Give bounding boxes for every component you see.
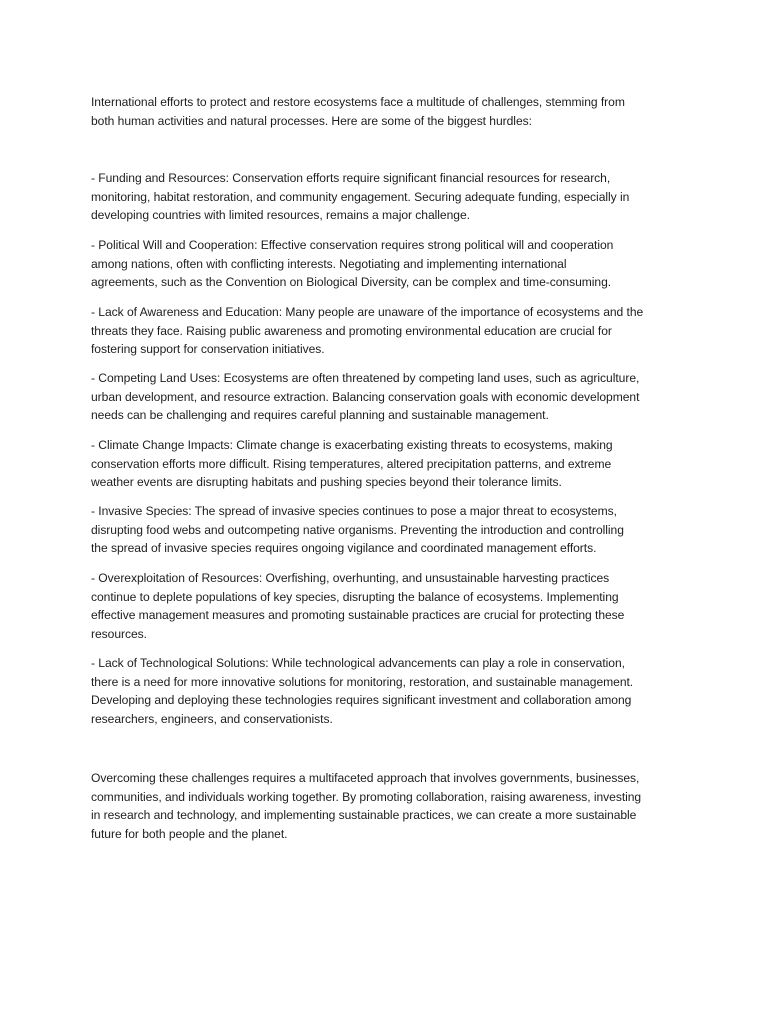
challenge-funding-resources: - Funding and Resources: Conservation efforts require significant financial resources for research, monitoring, habitat restoration, and community engagement. Securing adequate funding, especially in developing countries with limited resources, remains a major challenge. <box>91 171 630 223</box>
challenge-awareness-education: - Lack of Awareness and Education: Many people are unaware of the importance of ecosystems and the threats they face. Raising public awareness and promoting environmental education are crucial for fostering support for conservation initiatives. <box>91 305 644 357</box>
intro-paragraph: International efforts to protect and restore ecosystems face a multitude of challenges, stemming from both human activities and natural processes. Here are some of the biggest hurdles: <box>91 95 625 128</box>
challenge-political-will: - Political Will and Cooperation: Effective conservation requires strong political will and cooperation among nations, often with conflicting interests. Negotiating and implementing international agreements, such as the Convention on Biological Diversity, can be complex and time-consuming. <box>91 238 614 290</box>
challenge-climate-change: - Climate Change Impacts: Climate change is exacerbating existing threats to ecosystems, making conservation efforts more difficult. Rising temperatures, altered precipitation patterns, and extreme weather events are disrupting habitats and pushing species beyond their tolerance limits. <box>91 438 613 490</box>
conclusion-paragraph: Overcoming these challenges requires a multifaceted approach that involves governments, businesses, communities, and individuals working together. By promoting collaboration, raising awareness, investing in research and technology, and implementing sustainable practices, we can create a more sustainable future for both people and the planet. <box>91 771 642 842</box>
challenge-overexploitation: - Overexploitation of Resources: Overfishing, overhunting, and unsustainable harvesting practices continue to deplete populations of key species, disrupting the balance of ecosystems. Implementing effective management measures and promoting sustainable practices are crucial for protecting these resources. <box>91 571 625 642</box>
challenge-invasive-species: - Invasive Species: The spread of invasive species continues to pose a major threat to ecosystems, disrupting food webs and outcompeting native organisms. Preventing the introduction and controlling the spread of invasive species requires ongoing vigilance and coordinated management efforts. <box>91 504 624 556</box>
challenge-competing-land-uses: - Competing Land Uses: Ecosystems are often threatened by competing land uses, such as agriculture, urban development, and resource extraction. Balancing conservation goals with economic development needs can be challenging and requires careful planning and sustainable management. <box>91 371 640 423</box>
challenge-technological-solutions: - Lack of Technological Solutions: While technological advancements can play a role in conservation, there is a need for more innovative solutions for monitoring, restoration, and sustainable management. Developing and deploying these technologies requires significant investment and collaboration among researchers, engineers, and conservationists. <box>91 656 634 727</box>
